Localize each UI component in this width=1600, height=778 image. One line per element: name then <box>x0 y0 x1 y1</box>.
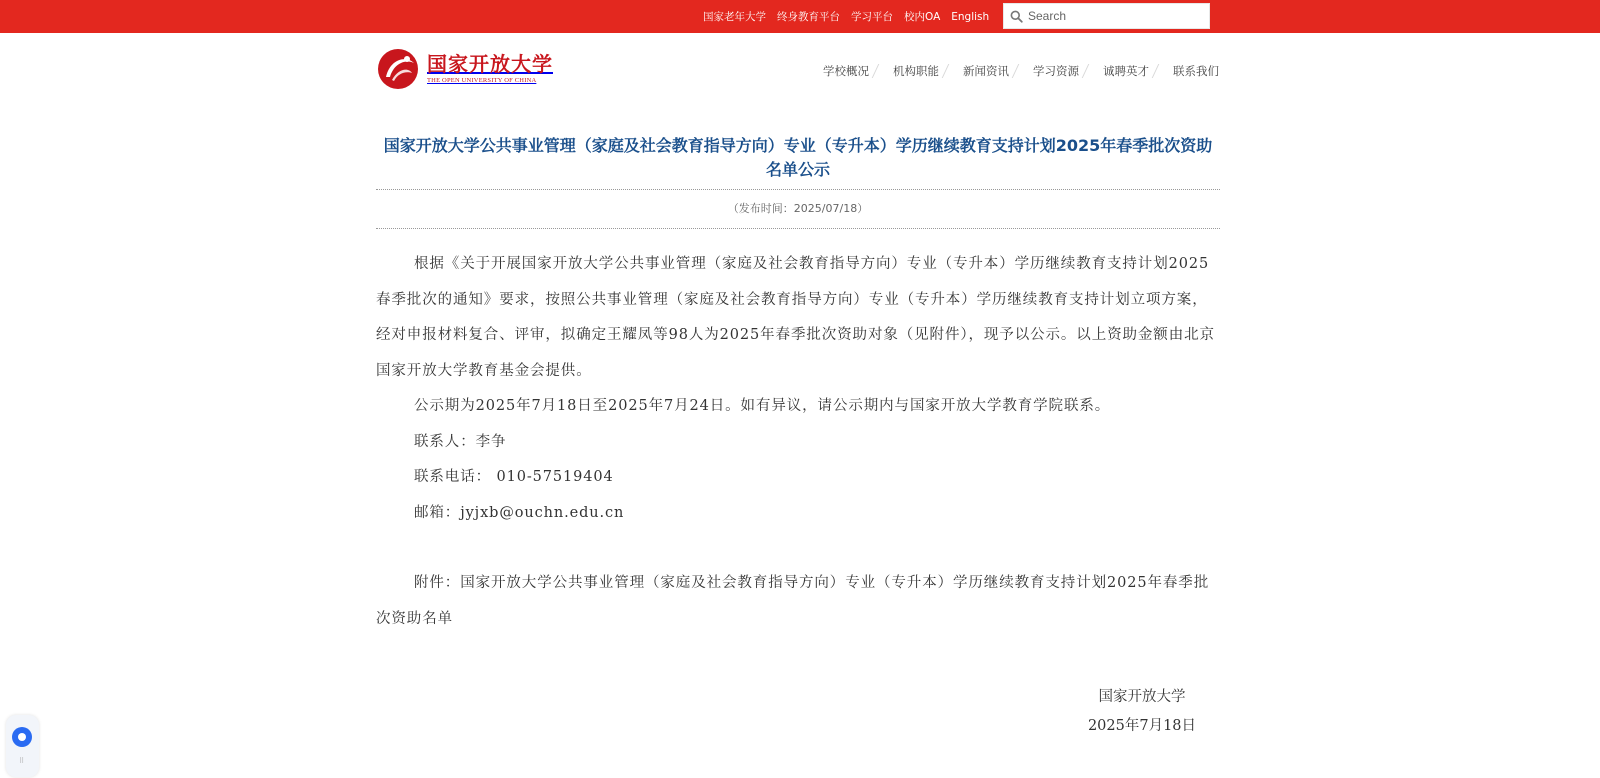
search-box <box>1003 3 1210 29</box>
drag-handle-icon[interactable]: ⠿ <box>19 757 25 765</box>
contact-phone: 联系电话： 010-57519404 <box>414 469 614 485</box>
site-logo[interactable] <box>376 47 553 91</box>
search-icon[interactable] <box>1010 10 1023 23</box>
top-link-senior-university[interactable]: 国家老年大学 <box>703 11 766 23</box>
top-links <box>703 0 1000 33</box>
top-link-learning-platform[interactable]: 学习平台 <box>851 11 893 23</box>
paragraph-intro: 根据《关于开展国家开放大学公共事业管理（家庭及社会教育指导方向）专业（专升本）学历继续教育支持计划2025春季批次的通知》要求，按照公共事业管理（家庭及社会教育指导方向）专业（专升本）学历继续教育支持计划立项方案，经对申报材料复合、评审，拟确定王耀凤等98人为2025年春季批次资助对象（见附件），现予以公示。以上资助金额由北京国家开放大学教育基金会提供。 <box>376 256 1215 379</box>
nav-item-contact[interactable]: 联系我们 <box>1173 64 1219 78</box>
top-link-campus-oa[interactable]: 校内OA <box>904 11 941 23</box>
floating-assistant[interactable] <box>6 715 39 777</box>
signature <box>1080 683 1204 741</box>
nav-item-news[interactable]: 新闻资讯 <box>963 64 1009 78</box>
nav-item-resources[interactable]: 学习资源 <box>1033 64 1079 78</box>
nav-separator <box>1152 64 1171 78</box>
logo-emblem-icon <box>376 47 420 91</box>
contact-email: 邮箱：jyjxb@ouchn.edu.cn <box>414 504 625 521</box>
signature-org: 国家开放大学 <box>1098 689 1186 705</box>
divider <box>376 228 1220 229</box>
nav-separator <box>872 64 891 78</box>
nav-separator <box>942 64 961 78</box>
article <box>376 134 1220 637</box>
attachment-link[interactable]: 附件：国家开放大学公共事业管理（家庭及社会教育指导方向）专业（专升本）学历继续教育支持计划2025年春季批次资助名单 <box>376 575 1210 627</box>
search-input[interactable] <box>1028 9 1198 23</box>
publish-date: （发布时间：2025/07/18） <box>727 202 869 215</box>
top-link-english[interactable]: English <box>951 10 990 23</box>
main-nav <box>823 63 1219 79</box>
nav-separator <box>1082 64 1101 78</box>
nav-item-careers[interactable]: 诚聘英才 <box>1103 64 1149 78</box>
contact-person: 联系人：李争 <box>414 433 507 450</box>
top-bar <box>0 0 1600 33</box>
nav-item-organization[interactable]: 机构职能 <box>893 64 939 78</box>
article-title: 国家开放大学公共事业管理（家庭及社会教育指导方向）专业（专升本）学历继续教育支持计划2025年春季批次资助名单公示 <box>383 136 1213 179</box>
logo-chinese-name: 国家开放大学 <box>427 52 553 76</box>
article-body <box>376 247 1220 637</box>
assistant-icon[interactable] <box>12 727 32 747</box>
top-link-lifelong-platform[interactable]: 终身教育平台 <box>777 11 840 23</box>
logo-english-name: THE OPEN UNIVERSITY OF CHINA <box>427 77 537 84</box>
paragraph-period: 公示期为2025年7月18日至2025年7月24日。如有异议，请公示期内与国家开放大学教育学院联系。 <box>414 398 1111 414</box>
nav-separator <box>1012 64 1031 78</box>
signature-date: 2025年7月18日 <box>1087 718 1197 734</box>
nav-item-about[interactable]: 学校概况 <box>823 64 869 78</box>
logo-text <box>427 52 553 86</box>
